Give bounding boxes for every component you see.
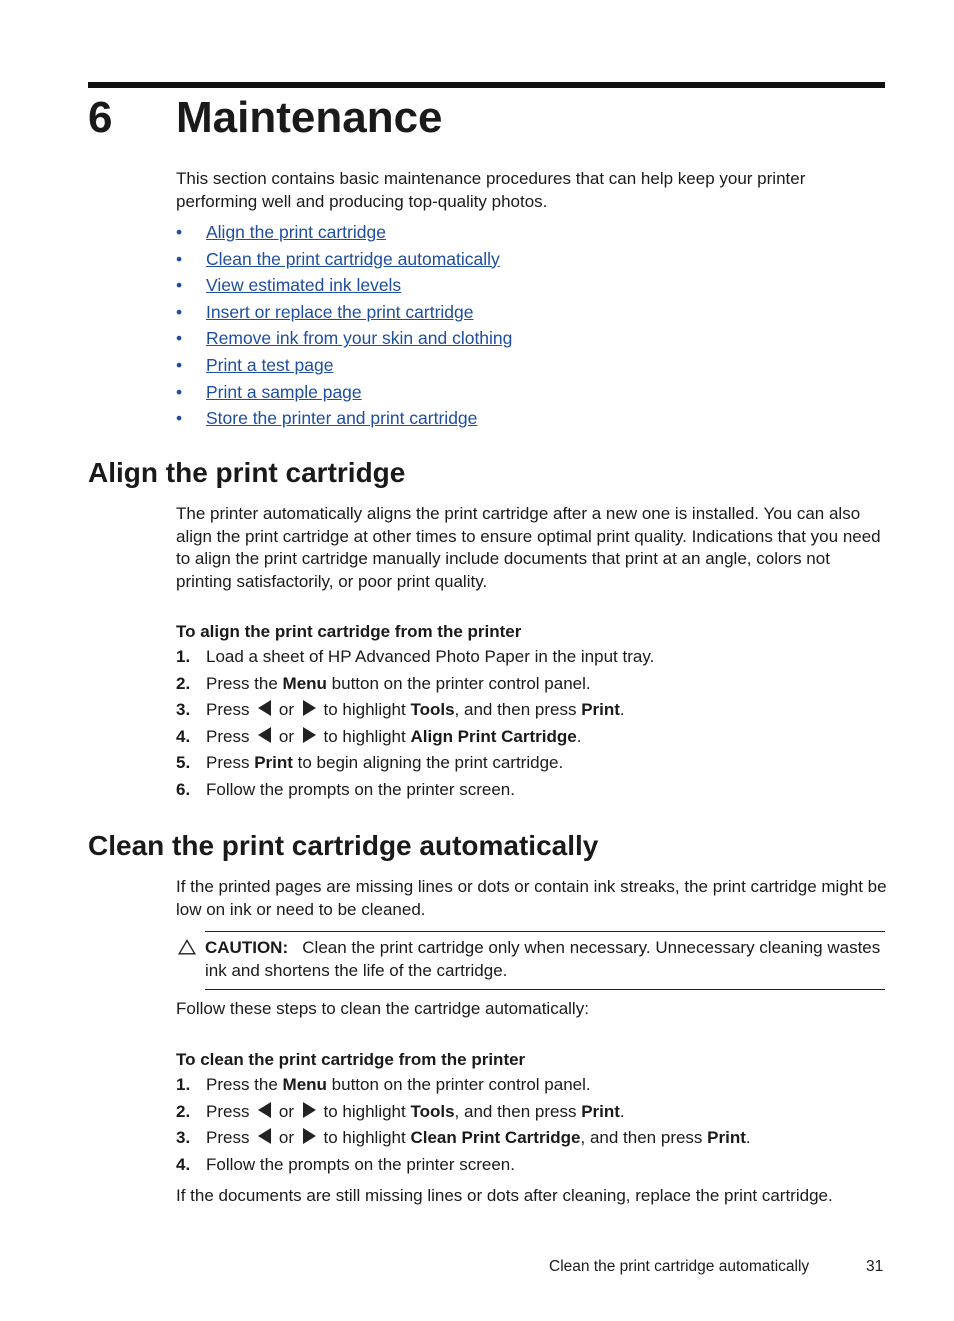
step-text-part: Press — [206, 1101, 255, 1121]
clean-procedure-title: To clean the print cartridge from the printer — [176, 1050, 526, 1069]
step-text-part: to highlight — [318, 1128, 411, 1148]
step-text-part: Load a sheet of HP Advanced Photo Paper in the input tray. — [206, 647, 655, 666]
bullet: • — [176, 275, 183, 296]
bullet: • — [176, 328, 183, 349]
follow-paragraph: Follow these steps to clean the cartridge automatically: — [176, 999, 589, 1018]
step-text-part: Press — [206, 700, 255, 720]
step-text — [206, 777, 515, 804]
step-text-part: to highlight — [318, 1101, 411, 1121]
clean-heading: Clean the print cartridge automatically — [88, 830, 599, 861]
left-arrow-button-icon — [258, 727, 271, 743]
step-text-part: Press — [206, 726, 255, 746]
step-text-part: , and then press — [454, 1101, 582, 1121]
step-text-part: Press the — [206, 1075, 283, 1094]
tools-menu-name: Tools — [410, 700, 455, 720]
step-text-part: to begin aligning the print cartridge. — [292, 753, 564, 773]
bullet: • — [176, 248, 183, 269]
step-text-part: or — [278, 726, 295, 746]
print-button-name: Print — [707, 1128, 746, 1148]
step-text-part: or — [278, 1101, 295, 1121]
footer-section-title: Clean the print cartridge automatically — [549, 1258, 810, 1275]
chapter-title: Maintenance — [176, 93, 443, 142]
step-text — [206, 750, 563, 777]
step-number: 1. — [176, 647, 191, 666]
intro-paragraph: This section contains basic maintenance procedures that can help keep your printer performing well and producing top-quality photos. — [176, 169, 806, 211]
step-number: 2. — [176, 1101, 191, 1121]
step-text-part: button on the printer control panel. — [326, 1075, 591, 1094]
print-button-name: Print — [581, 700, 620, 720]
menu-button-name: Menu — [282, 673, 327, 693]
right-arrow-button-icon — [303, 1128, 316, 1144]
step-text — [206, 644, 654, 671]
toc-link-store[interactable]: Store the printer and print cartridge — [206, 408, 478, 429]
menu-button-name: Menu — [282, 1075, 327, 1094]
chapter-rule — [88, 82, 885, 88]
caution-top-rule — [205, 931, 885, 932]
caution-body: Clean the print cartridge only when necessary. Unnecessary cleaning wastes ink and shortens the life of the cartridge. — [205, 938, 881, 980]
step-text — [206, 1099, 625, 1126]
step-text — [206, 697, 625, 724]
step-number: 1. — [176, 1075, 191, 1094]
caution-text — [205, 937, 885, 982]
print-button-name: Print — [581, 1101, 620, 1121]
step-text-part: . — [619, 1101, 625, 1121]
step-text-part: to highlight — [318, 700, 411, 720]
bullet: • — [176, 222, 183, 242]
step-text — [206, 1072, 591, 1099]
caution-label: CAUTION: — [205, 938, 289, 957]
step-number: 3. — [176, 1128, 191, 1148]
step-text-part: button on the printer control panel. — [326, 673, 591, 693]
toc-link-clean[interactable]: Clean the print cartridge automatically — [206, 248, 500, 269]
step-text-part: Follow the prompts on the printer screen. — [206, 1154, 515, 1174]
toc-link-align[interactable]: Align the print cartridge — [206, 222, 386, 242]
caution-triangle-icon — [178, 939, 196, 955]
step-number: 2. — [176, 673, 191, 693]
step-text-part: Press the — [206, 673, 283, 693]
align-option-name: Align Print Cartridge — [410, 726, 577, 746]
step-text-part: , and then press — [580, 1128, 708, 1148]
caution-box — [176, 931, 885, 989]
step-text-part: . — [619, 700, 625, 720]
step-text-part: . — [576, 726, 582, 746]
align-paragraph: The printer automatically aligns the print cartridge after a new one is installed. You can also align the print cartridge at other times to ensure optimal print quality. Indications that you need to align the print cartridge manually include documents that print at an angle, colors not printing satisfactorily, or poor print quality. — [176, 504, 881, 591]
bullet: • — [176, 354, 183, 375]
footer-page-number: 31 — [866, 1258, 884, 1275]
toc-link-ink-levels[interactable]: View estimated ink levels — [206, 275, 402, 296]
bullet: • — [176, 408, 183, 429]
clean-option-name: Clean Print Cartridge — [410, 1128, 581, 1148]
right-arrow-button-icon — [303, 700, 316, 716]
toc-link-insert-replace[interactable]: Insert or replace the print cartridge — [206, 301, 474, 322]
step-text — [206, 1152, 515, 1179]
align-procedure-title: To align the print cartridge from the printer — [176, 622, 522, 641]
toc-link-sample-page[interactable]: Print a sample page — [206, 381, 362, 402]
bullet: • — [176, 381, 183, 402]
step-text-part: or — [278, 1128, 295, 1148]
clean-paragraph: If the printed pages are missing lines or dots or contain ink streaks, the print cartridge might be low on ink or need to be cleaned. — [176, 877, 887, 919]
step-text-part: , and then press — [454, 700, 582, 720]
step-text-part: Press — [206, 1128, 255, 1148]
chapter-number: 6 — [88, 93, 113, 142]
toc-link-test-page[interactable]: Print a test page — [206, 354, 334, 375]
tools-menu-name: Tools — [410, 1101, 455, 1121]
caution-bottom-rule — [205, 989, 885, 990]
right-arrow-button-icon — [303, 1102, 316, 1118]
print-button-name: Print — [254, 753, 293, 773]
step-text — [206, 1125, 751, 1152]
left-arrow-button-icon — [258, 700, 271, 716]
left-arrow-button-icon — [258, 1102, 271, 1118]
toc-link-remove-ink[interactable]: Remove ink from your skin and clothing — [206, 328, 513, 349]
step-number: 4. — [176, 726, 191, 746]
step-number: 5. — [176, 753, 191, 773]
right-arrow-button-icon — [303, 727, 316, 743]
closing-paragraph: If the documents are still missing lines or dots after cleaning, replace the print cartridge. — [176, 1186, 833, 1205]
step-text-part: to highlight — [318, 726, 411, 746]
align-heading: Align the print cartridge — [88, 457, 406, 488]
step-text — [206, 724, 581, 751]
step-text-part: Press — [206, 753, 255, 773]
bullet: • — [176, 301, 183, 322]
step-number: 6. — [176, 779, 191, 799]
step-text-part: . — [745, 1128, 751, 1148]
step-text — [206, 671, 591, 698]
step-text-part: or — [278, 700, 295, 720]
step-number: 3. — [176, 700, 191, 720]
step-number: 4. — [176, 1154, 191, 1174]
left-arrow-button-icon — [258, 1128, 271, 1144]
step-text-part: Follow the prompts on the printer screen. — [206, 779, 515, 799]
